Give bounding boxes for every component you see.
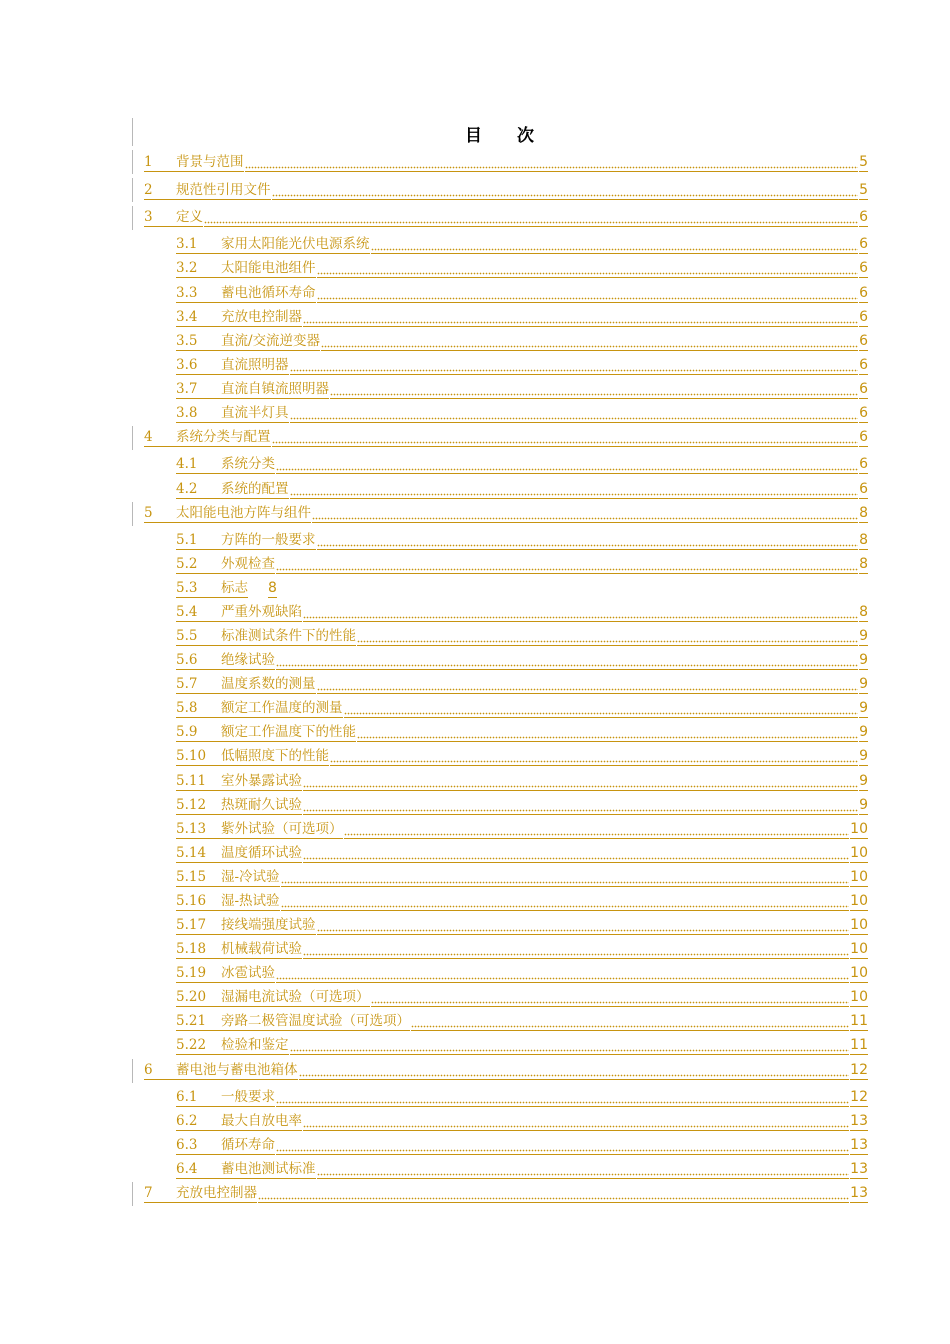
toc-entry-number: 3.1 (176, 236, 221, 254)
toc-entry-page: 9 (859, 773, 868, 789)
toc-dot-leader (330, 381, 858, 399)
toc-dot-leader (357, 628, 858, 646)
toc-entry-page: 10 (850, 845, 868, 861)
toc-entry-label: 接线端强度试验 (221, 917, 316, 933)
toc-entry[interactable] (144, 1183, 868, 1203)
toc-entry-page: 10 (850, 869, 868, 885)
toc-dot-leader (276, 1089, 849, 1107)
toc-entry-label: 温度系数的测量 (221, 676, 316, 692)
toc-entry[interactable] (176, 722, 868, 742)
toc-entry[interactable] (176, 234, 868, 254)
toc-entry-number: 5.17 (176, 917, 221, 935)
toc-dot-leader (317, 532, 859, 550)
toc-dot-leader (299, 1062, 850, 1080)
toc-entry[interactable] (176, 891, 868, 911)
toc-entry-number: 3.8 (176, 405, 221, 423)
toc-dot-leader (290, 481, 859, 499)
toc-entry-number: 4.1 (176, 456, 221, 474)
toc-dot-leader (317, 917, 850, 935)
toc-entry-number: 6.2 (176, 1113, 221, 1131)
toc-entry-number: 5.4 (176, 604, 221, 622)
toc-entry-number: 3.6 (176, 357, 221, 375)
toc-dot-leader (272, 429, 859, 447)
toc-entry-page: 9 (859, 700, 868, 716)
toc-dot-leader (303, 309, 858, 327)
toc-entry[interactable] (176, 578, 277, 598)
toc-entry-label: 定义 (176, 209, 203, 225)
toc-entry-number: 5.6 (176, 652, 221, 670)
toc-entry-number: 6.4 (176, 1161, 221, 1179)
toc-entry-page: 6 (859, 357, 868, 373)
toc-entry-label: 冰雹试验 (221, 965, 275, 981)
toc-entry-number: 3.3 (176, 285, 221, 303)
toc-dot-leader (281, 893, 850, 911)
toc-entry-page: 6 (859, 456, 868, 472)
toc-entry-page: 9 (859, 676, 868, 692)
toc-entry-page: 6 (859, 309, 868, 325)
toc-entry-label: 紫外试验（可选项） (221, 821, 343, 837)
toc-entry-label: 直流照明器 (221, 357, 289, 373)
toc-dot-leader (317, 285, 859, 303)
toc-entry-number: 5.19 (176, 965, 221, 983)
toc-entry-page: 8 (859, 556, 868, 572)
toc-entry-number: 5.22 (176, 1037, 221, 1055)
toc-entry[interactable] (176, 355, 868, 375)
toc-entry-label: 充放电控制器 (221, 309, 302, 325)
toc-entry-page: 6 (859, 260, 868, 276)
toc-entry-page: 13 (850, 1185, 868, 1201)
toc-entry-page: 12 (850, 1062, 868, 1078)
margin-bar (132, 118, 133, 146)
toc-entry-label: 一般要求 (221, 1089, 275, 1105)
toc-entry[interactable] (176, 626, 868, 646)
toc-entry-number: 5.1 (176, 532, 221, 550)
toc-entry-page: 10 (850, 965, 868, 981)
toc-entry-page: 6 (859, 429, 868, 445)
toc-entry-number: 7 (144, 1185, 176, 1203)
toc-entry-page: 13 (850, 1113, 868, 1129)
toc-entry-page: 6 (859, 236, 868, 252)
toc-entry-number: 3.4 (176, 309, 221, 327)
toc-entry-number: 5.5 (176, 628, 221, 646)
toc-dot-leader (281, 869, 850, 887)
toc-entry-number: 5.13 (176, 821, 221, 839)
toc-title (0, 121, 950, 146)
toc-dot-leader (276, 556, 858, 574)
toc-entry-label: 温度循环试验 (221, 845, 302, 861)
toc-entry[interactable] (176, 602, 868, 622)
toc-entry-page: 10 (850, 917, 868, 933)
toc-entry-label: 标志 (221, 580, 248, 596)
toc-entry-page: 8 (859, 505, 868, 521)
toc-dot-leader (317, 676, 859, 694)
toc-entry-page: 10 (850, 989, 868, 1005)
toc-dot-leader (290, 1037, 850, 1055)
toc-entry-label: 系统的配置 (221, 481, 289, 497)
toc-entry[interactable] (176, 454, 868, 474)
toc-entry-page: 6 (859, 481, 868, 497)
toc-entry[interactable] (176, 650, 868, 670)
toc-entry[interactable] (176, 403, 868, 423)
toc-dot-leader (344, 821, 850, 839)
toc-entry-number: 5.14 (176, 845, 221, 863)
toc-entry[interactable] (176, 331, 868, 351)
toc-dot-leader (321, 333, 858, 351)
toc-entry-page: 9 (859, 748, 868, 764)
toc-entry-label: 循环寿命 (221, 1137, 275, 1153)
toc-entry-page: 12 (850, 1089, 868, 1105)
toc-entry[interactable] (176, 867, 868, 887)
toc-entry-label: 旁路二极管温度试验（可选项） (221, 1013, 410, 1029)
toc-entry[interactable] (176, 939, 868, 959)
toc-entry-page: 9 (859, 724, 868, 740)
toc-entry-number: 2 (144, 182, 176, 200)
toc-entry-label: 低幅照度下的性能 (221, 748, 329, 764)
toc-dot-leader (317, 1161, 850, 1179)
toc-entry[interactable] (144, 207, 868, 227)
toc-entry-label: 方阵的一般要求 (221, 532, 316, 548)
toc-entry-label: 太阳能电池组件 (221, 260, 316, 276)
toc-entry-page: 8 (859, 604, 868, 620)
toc-entry-number: 5.9 (176, 724, 221, 742)
toc-entry[interactable] (176, 258, 868, 278)
toc-entry-label: 家用太阳能光伏电源系统 (221, 236, 370, 252)
toc-entry-page: 13 (850, 1161, 868, 1177)
toc-dot-leader (276, 456, 858, 474)
toc-entry-number: 1 (144, 154, 176, 172)
toc-entry[interactable] (176, 819, 868, 839)
toc-entry-number: 5.18 (176, 941, 221, 959)
margin-bar (132, 150, 133, 174)
toc-entry-label: 规范性引用文件 (176, 182, 271, 198)
toc-entry-number: 5.16 (176, 893, 221, 911)
toc-entry[interactable] (176, 1111, 868, 1131)
toc-entry-label: 检验和鉴定 (221, 1037, 289, 1053)
toc-entry-label: 额定工作温度的测量 (221, 700, 343, 716)
toc-entry-page: 6 (859, 381, 868, 397)
toc-entry-label: 严重外观缺陷 (221, 604, 302, 620)
toc-entry-label: 蓄电池循环寿命 (221, 285, 316, 301)
toc-dot-leader (276, 965, 849, 983)
toc-entry-label: 背景与范围 (176, 154, 244, 170)
toc-entry-page: 5 (859, 154, 868, 170)
toc-entry-page: 11 (850, 1013, 868, 1029)
toc-entry-number: 3.7 (176, 381, 221, 399)
toc-entry[interactable] (176, 915, 868, 935)
toc-entry-label: 直流/交流逆变器 (221, 333, 321, 349)
toc-dot-leader (357, 724, 858, 742)
toc-entry-label: 充放电控制器 (176, 1185, 257, 1201)
toc-entry-label: 外观检查 (221, 556, 275, 572)
toc-dot-leader (317, 260, 859, 278)
toc-entry-label: 直流自镇流照明器 (221, 381, 329, 397)
toc-entry[interactable] (176, 674, 868, 694)
toc-dot-leader (276, 652, 858, 670)
toc-entry[interactable] (176, 771, 868, 791)
toc-entry-number: 6.3 (176, 1137, 221, 1155)
margin-bar (132, 206, 133, 230)
toc-entry-number: 5.7 (176, 676, 221, 694)
toc-entry-page: 13 (850, 1137, 868, 1153)
toc-entry-label: 湿-热试验 (221, 893, 280, 909)
toc-dot-leader (303, 773, 858, 791)
toc-entry-label: 绝缘试验 (221, 652, 275, 668)
toc-entry[interactable] (144, 427, 868, 447)
toc-dot-leader (245, 154, 859, 172)
toc-entry-page: 8 (859, 532, 868, 548)
toc-entry[interactable] (176, 746, 868, 766)
toc-entry[interactable] (176, 479, 868, 499)
margin-bar (132, 178, 133, 202)
toc-entry-number: 6.1 (176, 1089, 221, 1107)
toc-entry[interactable] (176, 843, 868, 863)
toc-entry[interactable] (176, 1159, 868, 1179)
toc-entry-label: 室外暴露试验 (221, 773, 302, 789)
toc-dot-leader (204, 209, 858, 227)
toc-entry-label: 直流半灯具 (221, 405, 289, 421)
toc-entry-number: 4.2 (176, 481, 221, 499)
toc-entry-label: 额定工作温度下的性能 (221, 724, 356, 740)
toc-entry-page: 11 (850, 1037, 868, 1053)
toc-entry-number: 5 (144, 505, 176, 523)
toc-entry-label: 标准测试条件下的性能 (221, 628, 356, 644)
toc-entry-number: 5.8 (176, 700, 221, 718)
toc-entry-page: 8 (268, 580, 277, 596)
toc-entry[interactable] (176, 307, 868, 327)
toc-entry[interactable] (176, 795, 868, 815)
toc-entry-page: 6 (859, 285, 868, 301)
toc-entry[interactable] (176, 379, 868, 399)
toc-entry-label: 蓄电池测试标准 (221, 1161, 316, 1177)
toc-entry-label: 机械载荷试验 (221, 941, 302, 957)
toc-entry-page: 6 (859, 405, 868, 421)
toc-entry-label: 最大自放电率 (221, 1113, 302, 1129)
toc-entry[interactable] (176, 554, 868, 574)
toc-dot-leader (290, 357, 859, 375)
toc-dot-leader (312, 505, 858, 523)
toc-entry-number: 4 (144, 429, 176, 447)
toc-dot-leader (276, 1137, 849, 1155)
toc-dot-leader (272, 182, 859, 200)
toc-entry-label: 系统分类 (221, 456, 275, 472)
toc-entry-number: 6 (144, 1062, 176, 1080)
toc-dot-leader (371, 236, 859, 254)
toc-entry[interactable] (144, 152, 868, 172)
toc-entry[interactable] (176, 1087, 868, 1107)
toc-entry-number: 5.2 (176, 556, 221, 574)
toc-entry-label: 湿漏电流试验（可选项） (221, 989, 370, 1005)
toc-dot-leader (371, 989, 850, 1007)
toc-entry-label: 热斑耐久试验 (221, 797, 302, 813)
toc-entry-number: 5.3 (176, 580, 221, 598)
toc-dot-leader (303, 604, 858, 622)
toc-entry-number: 5.10 (176, 748, 221, 766)
toc-entry-number: 5.21 (176, 1013, 221, 1031)
toc-entry[interactable] (176, 1135, 868, 1155)
toc-dot-leader (303, 941, 849, 959)
toc-dot-leader (411, 1013, 849, 1031)
toc-entry-label: 蓄电池与蓄电池箱体 (176, 1062, 298, 1078)
toc-entry-page: 9 (859, 628, 868, 644)
toc-dot-leader (344, 700, 859, 718)
toc-entry-number: 3.2 (176, 260, 221, 278)
toc-entry[interactable] (176, 1011, 868, 1031)
toc-entry-number: 3 (144, 209, 176, 227)
toc-entry[interactable] (176, 283, 868, 303)
toc-dot-leader (303, 1113, 849, 1131)
toc-entry-number: 5.11 (176, 773, 221, 791)
toc-dot-leader (303, 797, 858, 815)
toc-entry-number: 5.15 (176, 869, 221, 887)
margin-bar (132, 1182, 133, 1206)
toc-entry[interactable] (144, 503, 868, 523)
toc-entry-page: 9 (859, 797, 868, 813)
toc-entry-page: 6 (859, 209, 868, 225)
toc-entry-page: 10 (850, 821, 868, 837)
toc-entry-label: 太阳能电池方阵与组件 (176, 505, 311, 521)
toc-entry-label: 系统分类与配置 (176, 429, 271, 445)
margin-bar (132, 1059, 133, 1083)
toc-entry[interactable] (176, 530, 868, 550)
toc-entry-label: 湿-冷试验 (221, 869, 280, 885)
toc-entry[interactable] (176, 987, 868, 1007)
toc-title-part2: 次 (517, 126, 535, 146)
toc-entry-page: 9 (859, 652, 868, 668)
toc-entry[interactable] (176, 1035, 868, 1055)
margin-bar (132, 426, 133, 450)
toc-dot-leader (258, 1185, 849, 1203)
toc-entry-page: 10 (850, 893, 868, 909)
toc-dot-leader (303, 845, 849, 863)
toc-entry[interactable] (144, 180, 868, 200)
toc-title-part1: 目 (465, 126, 483, 146)
toc-entry-page: 10 (850, 941, 868, 957)
toc-entry-number: 5.12 (176, 797, 221, 815)
toc-entry[interactable] (176, 963, 868, 983)
toc-entry-page: 6 (859, 333, 868, 349)
margin-bar (132, 502, 133, 526)
toc-dot-leader (290, 405, 859, 423)
toc-entry[interactable] (176, 698, 868, 718)
toc-entry-number: 5.20 (176, 989, 221, 1007)
toc-entry-page: 5 (859, 182, 868, 198)
toc-dot-leader (330, 748, 858, 766)
toc-entry-number: 3.5 (176, 333, 221, 351)
toc-entry[interactable] (144, 1060, 868, 1080)
